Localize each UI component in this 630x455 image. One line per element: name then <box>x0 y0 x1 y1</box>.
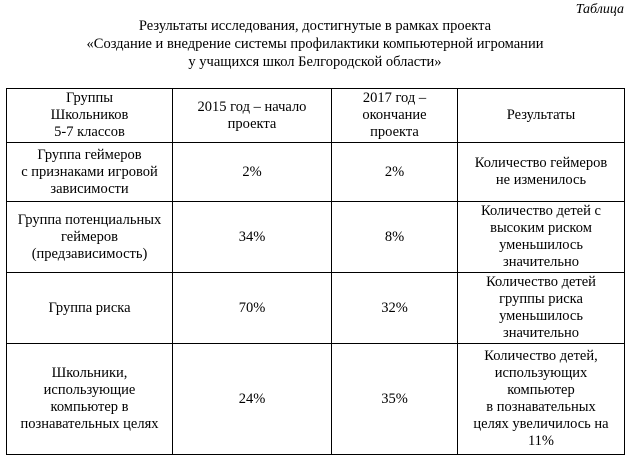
table-row <box>7 202 625 273</box>
table-row <box>7 143 625 202</box>
caption-line: у учащихся школ Белгородской области» <box>188 54 442 70</box>
group-cell: Школьники, использующие компьютер в познавательных целях <box>7 344 173 455</box>
result-cell: Количество детей с высоким риском уменьшилось значительно <box>458 202 625 273</box>
table-row <box>7 344 625 455</box>
table-header-row <box>7 89 625 143</box>
group-cell: Группа риска <box>7 273 173 344</box>
table-row <box>7 273 625 344</box>
header-2015: 2015 год – начало проекта <box>173 89 332 143</box>
value-2015-cell: 24% <box>173 344 332 455</box>
table-label: Таблица <box>575 2 624 17</box>
value-2015-cell: 70% <box>173 273 332 344</box>
value-2017-cell: 2% <box>332 143 458 202</box>
caption-line: «Создание и внедрение системы профилактики компьютерной игромании <box>86 36 544 52</box>
group-cell: Группа геймеров с признаками игровой зависимости <box>7 143 173 202</box>
value-2017-cell: 35% <box>332 344 458 455</box>
table-caption <box>0 17 630 71</box>
header-results: Результаты <box>458 89 625 143</box>
result-cell: Количество геймеров не изменилось <box>458 143 625 202</box>
value-2017-cell: 32% <box>332 273 458 344</box>
results-table <box>6 88 625 455</box>
header-groups: Группы Школьников 5-7 классов <box>7 89 173 143</box>
value-2015-cell: 2% <box>173 143 332 202</box>
value-2017-cell: 8% <box>332 202 458 273</box>
value-2015-cell: 34% <box>173 202 332 273</box>
group-cell: Группа потенциальных геймеров (предзависимость) <box>7 202 173 273</box>
caption-line: Результаты исследования, достигнутые в рамках проекта <box>138 18 492 34</box>
result-cell: Количество детей группы риска уменьшилось значительно <box>458 273 625 344</box>
header-2017: 2017 год – окончание проекта <box>332 89 458 143</box>
result-cell: Количество детей, использующих компьютер в познавательных целях увеличилось на 11% <box>458 344 625 455</box>
